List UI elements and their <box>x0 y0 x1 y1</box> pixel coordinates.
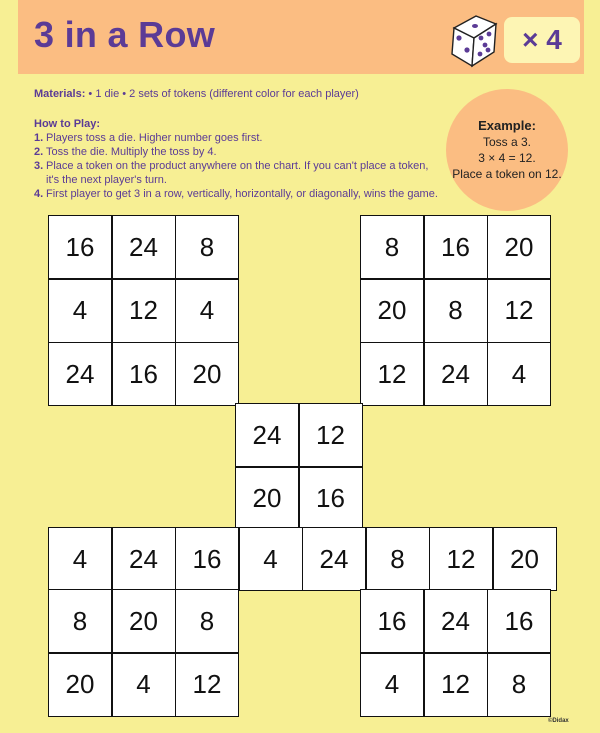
board-cell[interactable]: 12 <box>425 654 487 716</box>
step-item: 4. First player to get 3 in a row, vertically, horizontally, or diagonally, wins the game. <box>34 188 438 200</box>
steps-list <box>34 131 438 201</box>
board-cell[interactable]: 8 <box>367 528 429 590</box>
board-cell[interactable]: 24 <box>236 404 298 466</box>
board-cell[interactable]: 24 <box>113 528 175 590</box>
die-icon <box>438 10 508 72</box>
board-cell[interactable]: 20 <box>494 528 556 590</box>
step-item: it's the next player's turn. <box>46 174 167 186</box>
board-cell[interactable]: 16 <box>49 216 111 278</box>
board-cell[interactable]: 16 <box>488 590 550 652</box>
board-cell[interactable]: 24 <box>425 590 487 652</box>
board-cell[interactable]: 16 <box>361 590 423 652</box>
board-cell[interactable]: 24 <box>49 343 111 405</box>
board-cell[interactable]: 8 <box>488 654 550 716</box>
multiplier-badge: × 4 <box>504 17 580 63</box>
example-title: Example: <box>478 118 536 133</box>
page-title: 3 in a Row <box>34 14 216 55</box>
board-cell[interactable]: 20 <box>176 343 238 405</box>
board-cell[interactable]: 16 <box>113 343 175 405</box>
board-cell[interactable]: 4 <box>488 343 550 405</box>
board-cell[interactable]: 20 <box>113 590 175 652</box>
board-cell[interactable]: 12 <box>430 528 492 590</box>
copyright-text: ©Didax <box>548 718 569 724</box>
board-cell[interactable]: 12 <box>176 654 238 716</box>
materials-label: Materials: <box>34 88 86 100</box>
board-cell[interactable]: 4 <box>49 528 111 590</box>
board-cell[interactable]: 8 <box>176 216 238 278</box>
materials-line <box>34 88 359 100</box>
example-line: 3 × 4 = 12. <box>478 151 536 165</box>
board-cell[interactable]: 12 <box>361 343 423 405</box>
example-circle <box>446 89 568 211</box>
board-cell[interactable]: 12 <box>488 280 550 342</box>
board-cell[interactable]: 12 <box>300 404 362 466</box>
board-cell[interactable]: 12 <box>113 280 175 342</box>
board-bottom-right <box>360 589 551 717</box>
example-line: Place a token on 12. <box>452 167 562 181</box>
board-cell[interactable]: 20 <box>361 280 423 342</box>
board-cell[interactable]: 16 <box>425 216 487 278</box>
board-cell[interactable]: 20 <box>236 468 298 530</box>
board-cell[interactable]: 4 <box>240 528 302 590</box>
header-bar <box>18 0 584 74</box>
board-cell[interactable]: 4 <box>361 654 423 716</box>
board-middle <box>235 403 363 531</box>
board-top-left <box>48 215 239 406</box>
how-to-play-heading: How to Play: <box>34 118 101 130</box>
materials-text: • 1 die • 2 sets of tokens (different color for each player) <box>88 88 359 100</box>
board-cell[interactable]: 20 <box>49 654 111 716</box>
board-cell[interactable]: 24 <box>425 343 487 405</box>
board-cell[interactable]: 8 <box>425 280 487 342</box>
board-cell[interactable]: 16 <box>300 468 362 530</box>
example-line: Toss a 3. <box>482 135 532 149</box>
board-cell[interactable]: 24 <box>303 528 365 590</box>
board-cell[interactable]: 4 <box>176 280 238 342</box>
board-cell[interactable]: 4 <box>49 280 111 342</box>
board-cell[interactable]: 8 <box>361 216 423 278</box>
step-item: 2. Toss the die. Multiply the toss by 4. <box>34 146 217 158</box>
step-item: 1. Players toss a die. Higher number goes first. <box>34 132 263 144</box>
board-cell[interactable]: 8 <box>176 590 238 652</box>
board-cell[interactable]: 4 <box>113 654 175 716</box>
board-cell[interactable]: 16 <box>176 528 238 590</box>
board-cell[interactable]: 24 <box>113 216 175 278</box>
step-item: 3. Place a token on the product anywhere on the chart. If you can't place a token, <box>34 160 429 172</box>
board-cell[interactable]: 8 <box>49 590 111 652</box>
board-cell[interactable]: 20 <box>488 216 550 278</box>
board-bottom-left <box>48 589 239 717</box>
board-top-right <box>360 215 551 406</box>
board-bottom-row <box>48 527 557 591</box>
